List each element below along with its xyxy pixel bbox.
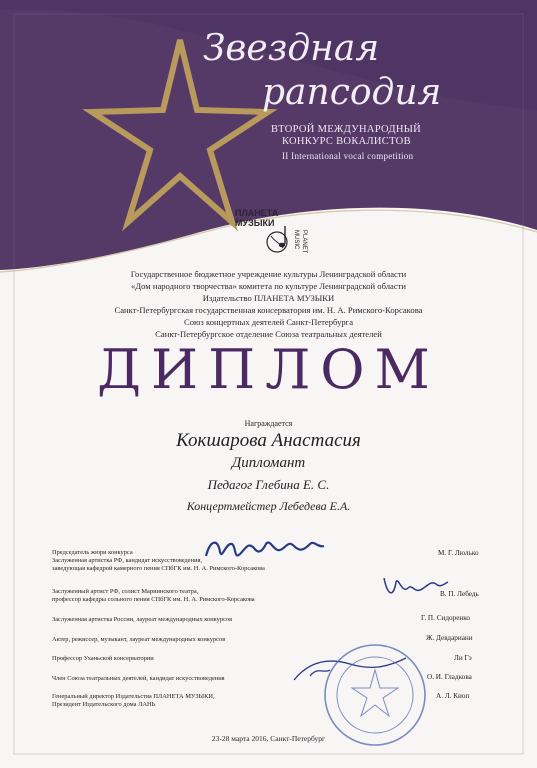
- jury-role-1: [52, 549, 312, 573]
- jury-name-4: Ж. Девдариани: [426, 634, 473, 642]
- diploma-title: ДИПЛОМ: [97, 338, 440, 401]
- logo-en2: PLANET: [301, 230, 307, 254]
- organizer-line: Союз концертных деятелей Санкт-Петербурга: [183, 317, 354, 327]
- organizer-line: Издательство ПЛАНЕТА МУЗЫКИ: [202, 293, 335, 303]
- jury-role-3: Заслуженная артистка России, лауреат международных конкурсов: [52, 616, 233, 623]
- teacher-line: Педагог Глебина Е. С.: [207, 477, 330, 492]
- jury-name-5: Ли Гэ: [454, 654, 472, 662]
- contest-title-line1: Звездная: [203, 28, 380, 69]
- jury-name-7: А. Л. Киоп: [436, 692, 470, 700]
- logo-en1: MUSIC: [293, 230, 299, 250]
- music-planet-logo: [235, 208, 315, 260]
- contest-title-line2: рапсодия: [262, 72, 442, 113]
- awarded-label: Награждается: [244, 419, 293, 428]
- jury-role-5: Профессор Уханьской консерватории: [52, 655, 154, 662]
- jury-role-text: Заслуженный артист РФ, солист Мариинского театра,: [52, 588, 199, 595]
- date-place: 23-28 марта 2016, Санкт-Петербург: [211, 734, 326, 743]
- subtitle-english: II International vocal competition: [282, 151, 414, 161]
- organizer-line: Санкт-Петербургская государственная консерватория им. Н. А. Римского-Корсакова: [114, 305, 423, 315]
- accompanist-line: Концертмейстер Лебедева Е.А.: [186, 499, 351, 513]
- jury-role-2: [52, 588, 312, 604]
- jury-role-text: Председатель жюри конкурса: [52, 549, 133, 556]
- jury-name-1: М. Г. Люлько: [438, 549, 479, 557]
- subtitle-line1: ВТОРОЙ МЕЖДУНАРОДНЫЙ: [271, 124, 422, 135]
- jury-role-text: профессор кафедры сольного пения СПбГК им. Н. А. Римского-Корсакова: [52, 596, 255, 603]
- logo-line1: ПЛАНЕТА: [235, 208, 279, 218]
- logo-line2: МУЗЫКИ: [235, 218, 275, 228]
- organizer-line: Санкт-Петербургское отделение Союза театральных деятелей: [155, 329, 382, 339]
- jury-role-text: Президент Издательского дома ЛАНЬ: [52, 701, 156, 708]
- jury-role-text: заведующая кафедрой камерного пения СПбГК им. Н. А. Римского-Корсакова: [52, 565, 265, 572]
- jury-role-4: Актер, режиссер, музыкант, лауреат международных конкурсов: [52, 636, 226, 643]
- award-level: Дипломант: [231, 455, 306, 471]
- organizer-line: «Дом народного творчества» комитета по культуре Ленинградской области: [130, 281, 407, 291]
- jury-role-6: Член Союза театральных деятелей, кандидат искусствоведения: [52, 675, 225, 682]
- subtitle-line2: КОНКУРС ВОКАЛИСТОВ: [282, 136, 411, 147]
- jury-role-7: [52, 693, 312, 709]
- jury-name-2: В. П. Лебедь: [440, 590, 479, 598]
- organizer-line: Государственное бюджетное учреждение культуры Ленинградской области: [130, 269, 407, 279]
- recipient-name: Кокшарова Анастасия: [176, 430, 361, 451]
- jury-name-3: Г. П. Сидоренко: [421, 614, 470, 622]
- jury-name-6: О. И. Гладкова: [427, 673, 472, 681]
- music-note-globe-icon: [265, 222, 295, 256]
- jury-role-text: Заслуженная артистка РФ, кандидат искусствоведения,: [52, 557, 203, 564]
- organizers-block: [0, 268, 537, 340]
- jury-role-text: Генеральный директор Издательства ПЛАНЕТА МУЗЫКИ,: [52, 693, 215, 700]
